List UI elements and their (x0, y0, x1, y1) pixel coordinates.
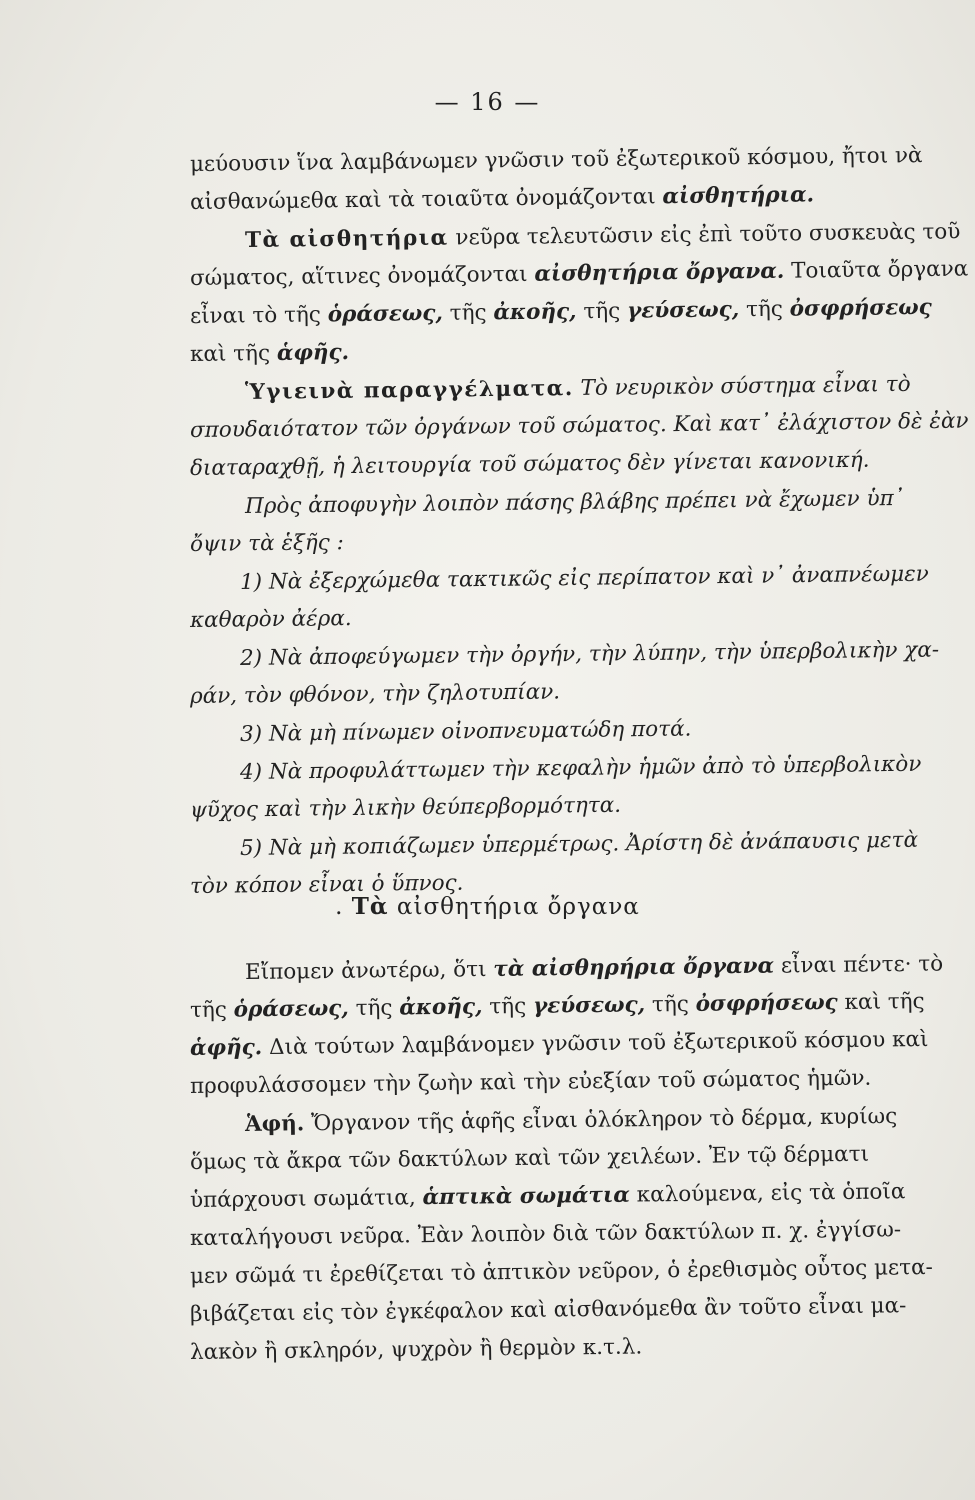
text-line: μεύουσιν ἵνα λαμβάνωμεν γνῶσιν τοῦ ἐξωτερικοῦ κόσμου, ἤτοι νὰ (189, 143, 923, 177)
text-line: Τὰ αἰσθητήρια νεῦρα τελευτῶσιν εἰς ἐπὶ τοῦτο συσκευὰς τοῦ (244, 219, 961, 253)
text-line: ράν, τὸν φθόνον, τὴν ζηλοτυπίαν. (189, 679, 561, 709)
text-line: Ἁφή. Ὄργανον τῆς ἁφῆς εἶναι ὁλόκληρον τὸ δέρμα, κυρίως (244, 1104, 898, 1137)
list-item: 1) Νὰ ἐξερχώμεθα τακτικῶς εἰς περίπατον καὶ ν᾽ ἀναπνέωμεν (239, 561, 929, 595)
text-line: Εἴπομεν ἀνωτέρω, ὅτι τὰ αἰσθηρήρια ὄργανα εἶναι πέντε· τὸ (244, 951, 944, 985)
text-line: σπουδαιότατον τῶν ὀργάνων τοῦ σώματος. Καὶ κατ᾽ ἐλάχιστον δὲ ἐὰν (189, 408, 969, 443)
text-line: μεν σῶμά τι ἐρεθίζεται τὸ ἁπτικὸν νεῦρον, ὁ ἐρεθισμὸς οὗτος μετα- (189, 1254, 933, 1289)
text-line: καὶ τῆς ἁφῆς. (189, 340, 350, 367)
text-line: βιβάζεται εἰς τὸν ἐγκέφαλον καὶ αἰσθανόμεθα ἂν τοῦτο εἶναι μα- (189, 1293, 907, 1327)
text-line: Πρὸς ἀποφυγὴν λοιπὸν πάσης βλάβης πρέπει νὰ ἔχωμεν ὑπ᾽ (244, 485, 905, 519)
text-line: καταλήγουσι νεῦρα. Ἐὰν λοιπὸν διὰ τῶν δακτύλων π. χ. ἐγγίσω- (189, 1217, 902, 1251)
text-line: ὑπάρχουσι σωμάτια, ἁπτικὰ σωμάτια καλούμενα, εἰς τὰ ὁποῖα (189, 1179, 906, 1213)
text-line: ὅμως τὰ ἄκρα τῶν δακτύλων καὶ τῶν χειλέων. Ἐν τῷ δέρματι (189, 1141, 870, 1175)
text-line: αἰσθανώμεθα καὶ τὰ τοιαῦτα ὀνομάζονται αἰσθητήρια. (189, 182, 815, 215)
page-number: — 16 — (434, 88, 541, 116)
text-line: προφυλάσσομεν τὴν ζωὴν καὶ τὴν εὐεξίαν τοῦ σώματος ἡμῶν. (189, 1065, 872, 1099)
text-line: καθαρὸν ἀέρα. (189, 606, 352, 633)
text-line: Ὑγιεινὰ παραγγέλματα. Τὸ νευρικὸν σύστημα εἶναι τὸ (244, 371, 911, 405)
text-line: ψῦχος καὶ τὴν λικὴν θεύπερβορμότητα. (189, 792, 622, 823)
text-line: ἁφῆς. Διὰ τούτων λαμβάνομεν γνῶσιν τοῦ ἐξωτερικοῦ κόσμου καὶ (189, 1026, 929, 1061)
text-line: διαταραχθῇ, ἡ λειτουργία τοῦ σώματος δὲν γίνεται κανονική. (189, 447, 870, 481)
list-item: 5) Νὰ μὴ κοπιάζωμεν ὑπερμέτρως. Ἀρίστη δὲ ἀνάπαυσις μετὰ (239, 827, 919, 861)
section-heading: . Τὰ αἰσθητήρια ὄργανα (335, 893, 640, 920)
text-line: ὄψιν τὰ ἑξῆς : (189, 530, 344, 557)
text-line: λακὸν ἢ σκληρόν, ψυχρὸν ἢ θερμὸν κ.τ.λ. (189, 1334, 643, 1365)
list-item: 2) Νὰ ἀποφεύγωμεν τὴν ὀργήν, τὴν λύπην, τὴν ὑπερβολικὴν χα- (239, 637, 940, 671)
text-line: τὸν κόπον εἶναι ὁ ὕπνος. (189, 870, 464, 899)
text-line: εἶναι τὸ τῆς ὁράσεως, τῆς ἀκοῆς, τῆς γεύσεως, τῆς ὀσφρήσεως (189, 294, 932, 329)
text-line: σώματος, αἵτινες ὀνομάζονται αἰσθητήρια ὄργανα. Τοιαῦτα ὄργανα (189, 256, 969, 291)
list-item: 3) Νὰ μὴ πίνωμεν οἰνοπνευματώδη ποτά. (239, 716, 692, 747)
text-line: τῆς ὁράσεως, τῆς ἀκοῆς, τῆς γεύσεως, τῆς ὀσφρήσεως καὶ τῆς (189, 989, 925, 1023)
list-item: 4) Νὰ προφυλάττωμεν τὴν κεφαλὴν ἡμῶν ἀπὸ τὸ ὑπερβολικὸν (239, 751, 922, 785)
